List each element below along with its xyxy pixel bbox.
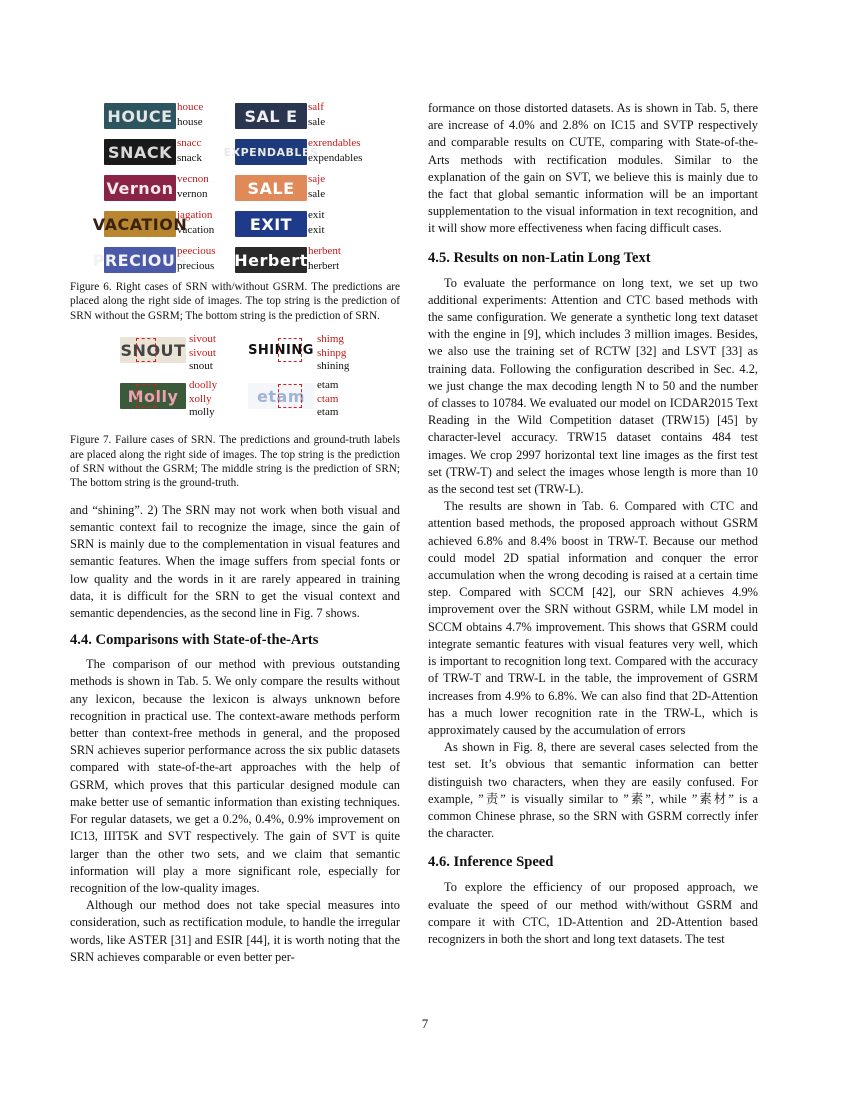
prediction-without-gsrm: exrendables [308,137,361,149]
error-highlight-box [278,338,302,362]
scene-text-image: SNACK [104,139,176,165]
figure-7-case [120,383,186,409]
scene-text-image: SALE [235,175,307,201]
prediction-labels [317,333,349,373]
figure-6-case [70,172,326,205]
error-highlight-box [136,338,156,362]
figure-6-case [70,136,363,169]
section-heading-4-5: 4.5. Results on non-Latin Long Text [428,249,651,266]
figure-6-case [70,100,326,133]
prediction-srn: precious [177,259,215,272]
prediction-srn: xolly [189,392,212,405]
prediction-srn: expendables [308,151,363,164]
figure-7-case [248,337,314,363]
prediction-srn: snack [177,151,203,164]
figure-7-case [120,337,186,363]
prediction-without-gsrm: doolly [189,379,218,392]
prediction-without-gsrm: etam [317,379,339,392]
left-paragraph-2: The comparison of our method with previous outstanding methods is shown in Tab. 5. We only compare the results without any lexicon, because the lexicon is always unknown before recognition in practical use. The context-aware methods perform better than context-free methods in general, and the proposed SRN achieves superior performance across the six public datasets compared with state-of-the-art approaches with the help of GSRM, which proves that this particular designed module can make better use of semantic information than existing techniques. For regular datasets, we get a 0.2%, 0.4%, 0.9% improvement on IC13, IIIT5K and SVT respectively. The gain of SVT is quite larger than the other two sets, and we claim that semantic information will play a more significant role, especially for recognition of the low-quality images. [70,657,400,895]
right-paragraph-2: To evaluate the performance on long text, we set up two additional experiments: Attention and CTC based methods with the same configuration. We generate a synthetic long text dataset with the engine in [9], which includes 3 million images. Besides, we also use the training set of RCTW [32] and LSVT [33] as training data. Following the configuration described in Sec. 4.2, we just change the max decoding length N to 50 and the number of classes to 10784. We evaluated our model on ICDAR2015 Text Reading in the Wild Competition dataset (TRW15) [45] by character-level accuracy. TRW15 dataset contains 484 test images. We crop 2997 horizontal text line images as the first test set (TRW-T) and select the images whose length is more than 10 as the second test set (TRW-L). [428,275,758,497]
prediction-srn: sale [308,115,326,128]
right-column [428,100,758,948]
prediction-without-gsrm: sivout [189,333,216,346]
prediction-without-gsrm: salf [308,101,324,113]
scene-text-image: EXPENDABLES [235,139,307,165]
prediction-without-gsrm: saje [308,173,326,185]
prediction-srn: sale [308,187,326,200]
scene-text-image: VACATION [104,211,176,237]
ground-truth-label: shining [317,360,350,373]
prediction-labels [308,100,325,129]
prediction-without-gsrm: vecnon [177,173,209,185]
figure-6-caption: Figure 6. Right cases of SRN with/without GSRM. The predictions are placed along the right side of images. The top string is the prediction of SRN without the GSRM; The bottom string is the prediction of SRN. [70,281,400,322]
prediction-srn: shinpg [317,346,347,359]
prediction-srn: vernon [177,187,208,200]
left-column [70,100,400,966]
right-paragraph-1: formance on those distorted datasets. As is shown in Tab. 5, there are increase of 4.0% and 2.8% on IC15 and SVTP respectively and comparable results on CUTE, comparing with State-of-the-Arts methods with rectification modules. Similar to the explanation of the gain on SVT, we believe this is mainly due to the fact that global semantic information will be an important supplementation to the visual information in text recognition, and it will show more effectiveness when facing difficult cases. [428,101,758,236]
prediction-without-gsrm: exit [308,209,325,221]
prediction-srn: house [177,115,203,128]
figure-7-case [248,383,314,409]
figure-7-caption: Figure 7. Failure cases of SRN. The predictions and ground-truth labels are placed along the right side of images. The top string is the prediction of SRN without the GSRM; The middle string is the prediction of SRN; The bottom string is the ground-truth. [70,434,400,490]
left-paragraph-1: and “shining”. 2) The SRN may not work when both visual and semantic context fail to recognize the image, since the gain of SRN is mainly due to the complementation in visual features and semantic features. When the image suffers from special fonts or low quality and the words in it are rarely appeared in training data, it is difficult for the SRN to get the visual context and semantic dependencies, as the second line in Fig. 7 shows. [70,502,400,621]
section-heading-4-6: 4.6. Inference Speed [428,854,554,871]
figure-7 [70,331,400,429]
prediction-srn: ctam [317,392,339,405]
right-paragraph-3: The results are shown in Tab. 6. Compared with CTC and attention based methods, the proposed approach without GSRM achieved 6.8% and 8.4% boost in TRW-T. Because our method could model 2D spatial information and conquer the error accumulation when the wrong decoding is raised at a certain time step. Compared with SCCM [42], our SRN achieves 4.9% improvement over the SRN without GSRM, while LM model in SCCM obtains 4.7% improvement. This shows that GSRM could integrate semantic features with visual features very well, which is important to recognition long text. Compared with the accuracy of TRW-T and TRW-L in the table, the improvement of GSRM increases from 4.9% to 6.8%. We can also find that 2D-Attention has a much lower recognition rate in the TRW-L, which is approximately caused by the accumulation of errors [428,499,758,737]
figure-6-case [70,244,341,277]
prediction-srn: sivout [189,346,216,359]
scene-text-image: Herbert [235,247,307,273]
ground-truth-label: etam [317,406,339,419]
error-highlight-box [136,384,156,408]
scene-text-image: Molly [120,383,186,409]
scene-text-image: Vernon [104,175,176,201]
error-highlight-box [278,384,302,408]
scene-text-image: SAL E [235,103,307,129]
prediction-labels [308,244,341,273]
prediction-labels [308,208,325,237]
page-number: 7 [421,1016,429,1031]
right-paragraph-4: As shown in Fig. 8, there are several cases selected from the test set. It’s obvious that semantic information can better distinguish two characters, when they are easily confused. For example, ”责” is visually similar to ”素”, while ”素材” is a common Chinese phrase, so the SRN with GSRM correctly infer the character. [428,740,758,841]
prediction-srn: herbert [308,259,340,272]
prediction-without-gsrm: snacc [177,137,202,149]
prediction-srn: vacation [177,223,215,236]
left-paragraph-3: Although our method does not take special measures into consideration, such as rectification module, to handle the irregular words, like ASTER [31] and ESIR [44], it is worth noting that the SRN achieves comparable or even better per- [70,898,400,964]
prediction-without-gsrm: shimg [317,333,344,346]
section-heading-4-4: 4.4. Comparisons with State-of-the-Arts [70,632,319,649]
prediction-labels [317,379,338,419]
scene-text-image: EXIT [235,211,307,237]
prediction-without-gsrm: peecious [177,245,216,257]
ground-truth-label: molly [189,406,215,419]
prediction-srn: exit [308,223,325,236]
figure-6-case [70,208,325,241]
prediction-without-gsrm: jagation [177,209,213,221]
prediction-labels [308,136,362,165]
figure-6 [70,100,400,280]
prediction-without-gsrm: houce [177,101,204,113]
scene-text-image: etam [248,383,314,409]
right-paragraph-5: To explore the efficiency of our proposed approach, we evaluate the speed of our method with/without GSRM and compare it with CTC, 1D-Attention and 2D-Attention based recognizers in both the short and long text datasets. The test [428,880,758,946]
prediction-labels [308,172,325,201]
prediction-without-gsrm: herbent [308,245,341,257]
scene-text-image: PRECIOUS [104,247,176,273]
scene-text-image: SNOUT [120,337,186,363]
scene-text-image: HOUCE [104,103,176,129]
prediction-labels [189,333,216,373]
ground-truth-label: snout [189,360,213,373]
prediction-labels [189,379,217,419]
scene-text-image: SHINING [248,337,314,363]
